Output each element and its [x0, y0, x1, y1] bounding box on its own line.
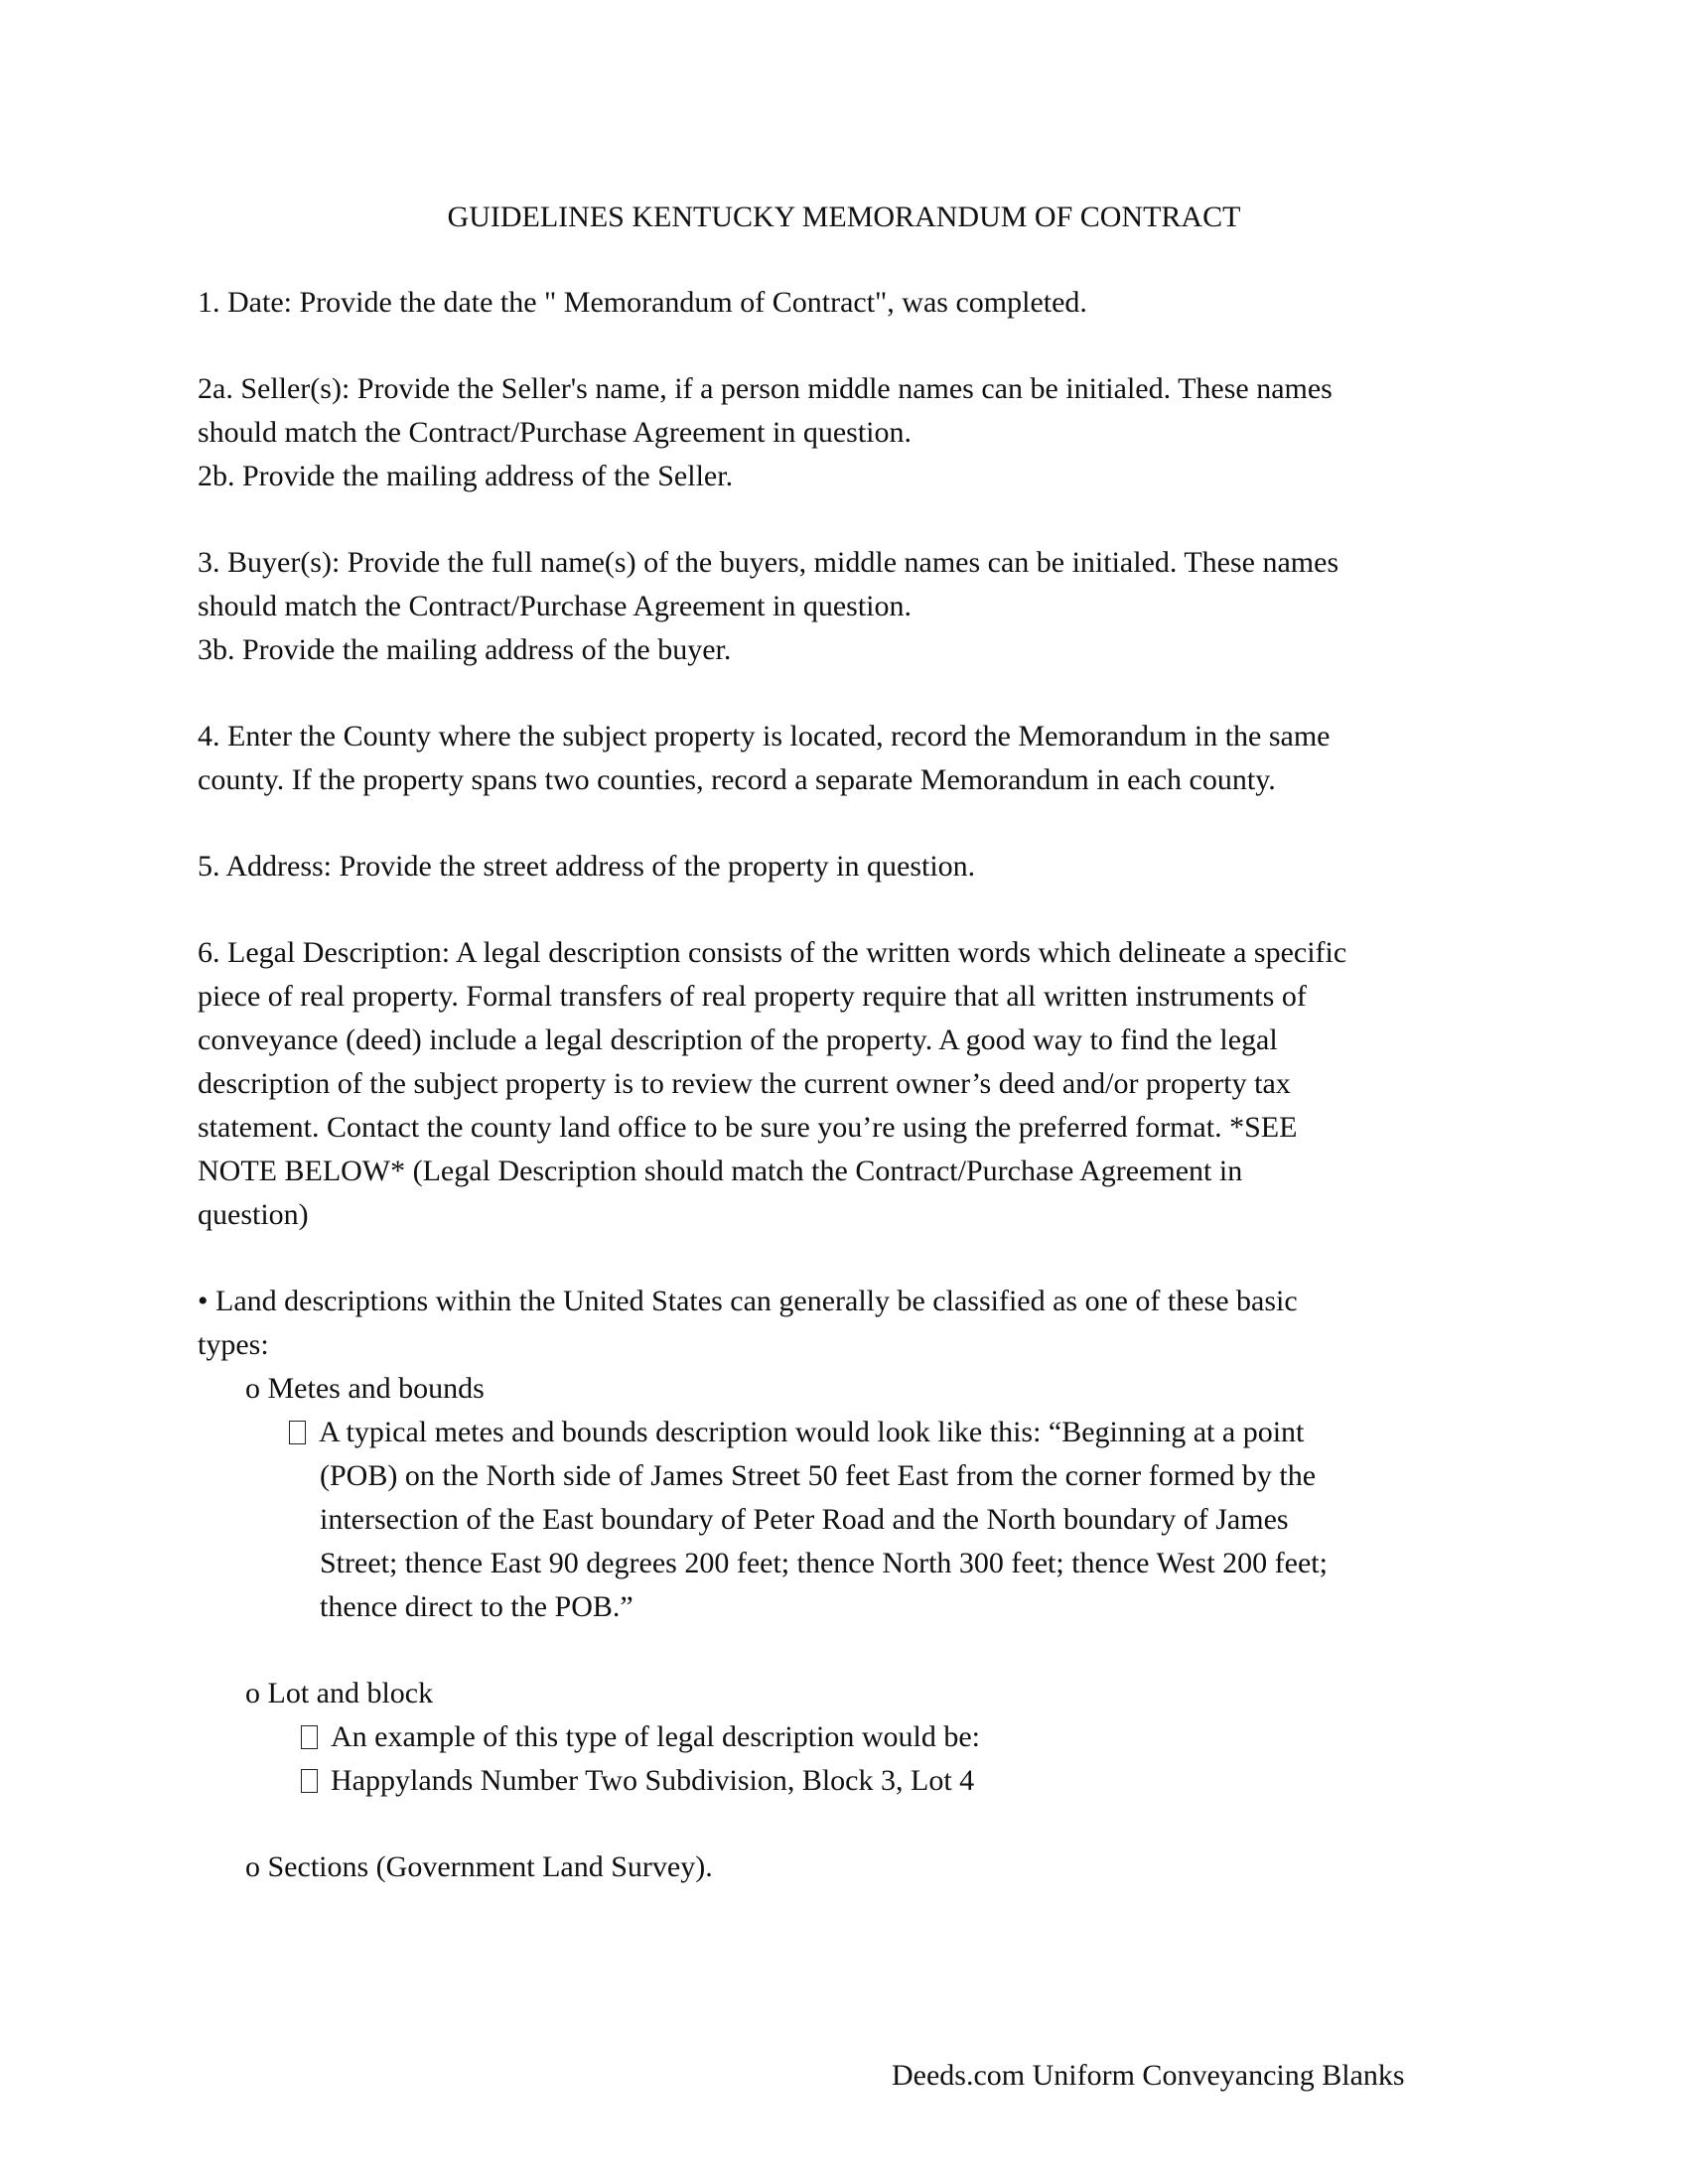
item-2b: 2b. Provide the mailing address of the Seller. — [198, 460, 734, 492]
lot-and-block-heading: o Lot and block — [245, 1677, 434, 1709]
metes-example-line-5: thence direct to the POB.” — [320, 1590, 633, 1623]
item-6-line-2: piece of real property. Formal transfers of real property require that all written instruments of — [198, 980, 1307, 1013]
land-descriptions-line-2: types: — [198, 1328, 269, 1361]
metes-example-line-2: (POB) on the North side of James Street 50 feet East from the corner formed by the — [320, 1459, 1317, 1492]
sections-heading: o Sections (Government Land Survey). — [245, 1850, 713, 1883]
item-6-line-1: 6. Legal Description: A legal description consists of the written words which delineate a specific — [198, 936, 1347, 969]
lot-example-line-1 — [301, 1720, 980, 1754]
checkbox-glyph-icon — [289, 1421, 306, 1444]
item-6-line-4: description of the subject property is to review the current owner’s deed and/or property tax — [198, 1067, 1291, 1100]
page-footer: Deeds.com Uniform Conveyancing Blanks — [892, 2059, 1405, 2092]
item-2a-line-2: should match the Contract/Purchase Agreement in question. — [198, 416, 913, 449]
land-descriptions-line-1: • Land descriptions within the United States can generally be classified as one of these basic — [198, 1285, 1298, 1317]
item-3b: 3b. Provide the mailing address of the buyer. — [198, 633, 732, 666]
item-3-line-2: should match the Contract/Purchase Agreement in question. — [198, 590, 913, 622]
metes-example-text-1: A typical metes and bounds description would look like this: “Beginning at a point — [319, 1416, 1305, 1448]
checkbox-glyph-icon — [301, 1769, 318, 1793]
item-4-line-1: 4. Enter the County where the subject property is located, record the Memorandum in the same — [198, 720, 1331, 752]
item-5-address: 5. Address: Provide the street address of the property in question. — [198, 850, 976, 883]
item-6-line-5: statement. Contact the county land office to be sure you’re using the preferred format. *SEE — [198, 1111, 1298, 1144]
item-6-line-7: question) — [198, 1198, 309, 1231]
item-4-line-2: county. If the property spans two counties, record a separate Memorandum in each county. — [198, 763, 1276, 796]
metes-example-line-1 — [289, 1416, 1304, 1449]
lot-example-text-2: Happylands Number Two Subdivision, Block 3, Lot 4 — [331, 1764, 975, 1797]
checkbox-glyph-icon — [301, 1725, 318, 1749]
item-6-line-6: NOTE BELOW* (Legal Description should match the Contract/Purchase Agreement in — [198, 1155, 1243, 1187]
lot-example-line-2 — [301, 1764, 974, 1798]
item-1-date: 1. Date: Provide the date the " Memorandum of Contract", was completed. — [198, 286, 1087, 319]
item-2a-line-1: 2a. Seller(s): Provide the Seller's name, if a person middle names can be initialed. These names — [198, 372, 1333, 405]
metes-and-bounds-heading: o Metes and bounds — [245, 1372, 485, 1405]
item-6-line-3: conveyance (deed) include a legal description of the property. A good way to find the legal — [198, 1024, 1278, 1056]
metes-example-line-3: intersection of the East boundary of Peter Road and the North boundary of James — [320, 1503, 1289, 1536]
item-3-line-1: 3. Buyer(s): Provide the full name(s) of the buyers, middle names can be initialed. These names — [198, 546, 1339, 579]
metes-example-line-4: Street; thence East 90 degrees 200 feet; thence North 300 feet; thence West 200 feet; — [320, 1547, 1328, 1579]
page-title: GUIDELINES KENTUCKY MEMORANDUM OF CONTRACT — [447, 201, 1241, 233]
lot-example-text-1: An example of this type of legal description would be: — [331, 1720, 981, 1753]
